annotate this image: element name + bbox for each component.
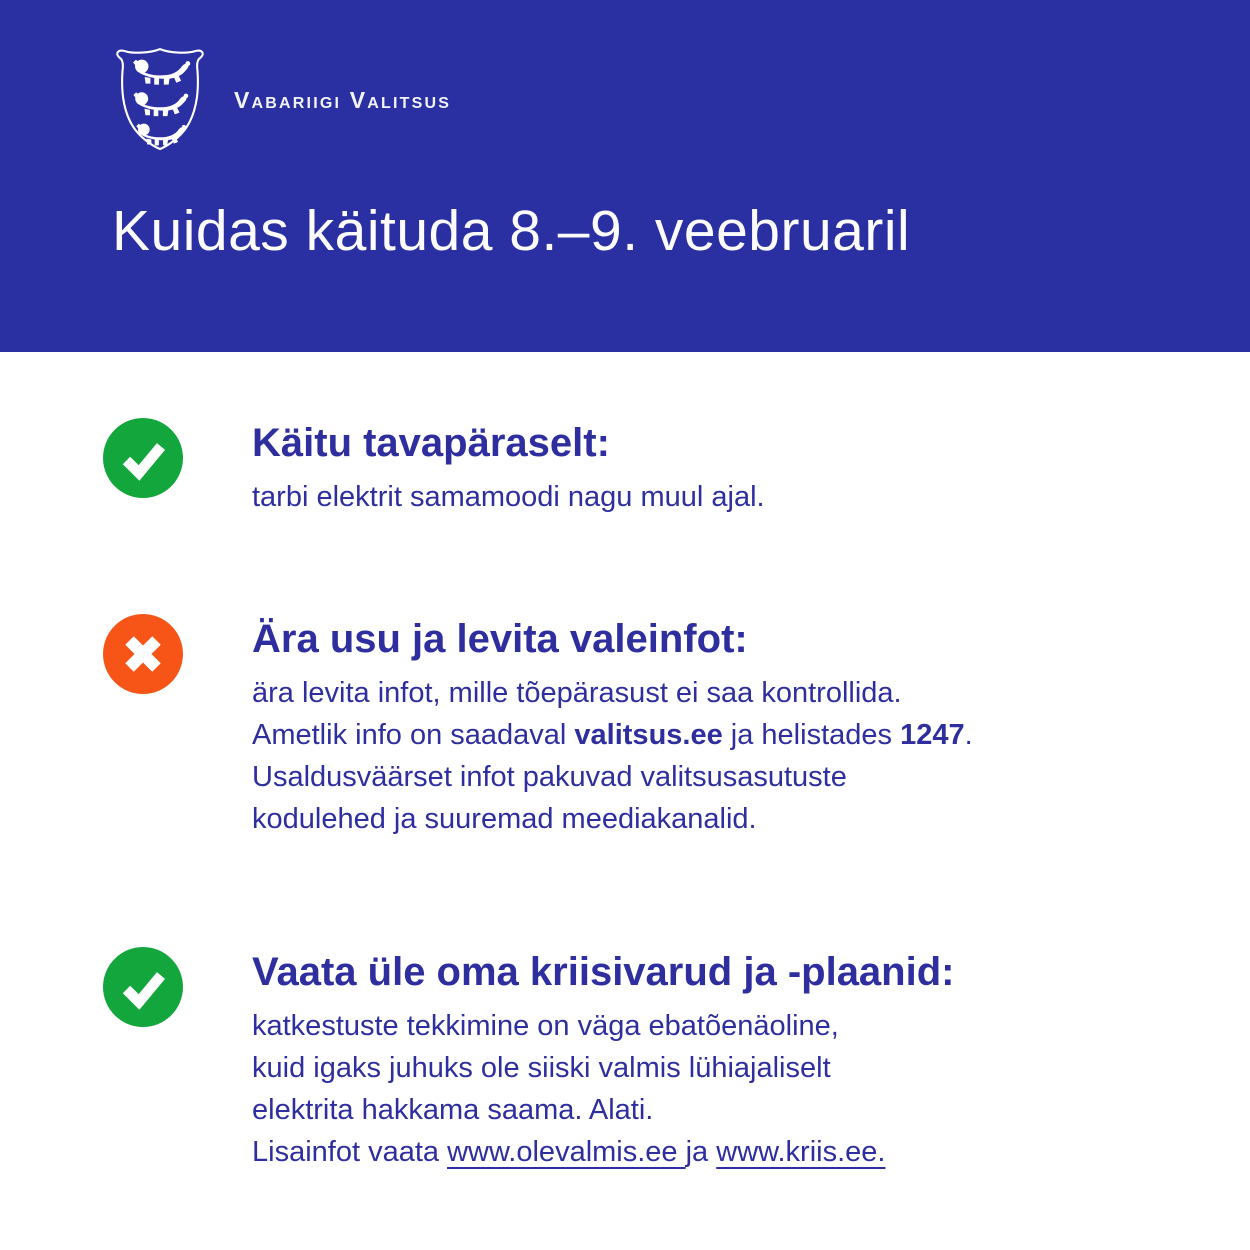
section-heading: Käitu tavapäraselt: — [252, 421, 610, 465]
cross-icon — [103, 614, 183, 694]
body-line-1: tarbi elektrit samamoodi nagu muul ajal. — [252, 481, 765, 513]
estonian-coat-of-arms-logo — [112, 44, 208, 156]
body-line-4: kodulehed ja suuremad meediakanalid. — [252, 803, 757, 835]
page-title: Kuidas käituda 8.–9. veebruaril — [112, 199, 911, 263]
olevalmis-link[interactable]: www.olevalmis.ee — [447, 1136, 686, 1168]
check-icon — [103, 418, 183, 498]
section-texts — [252, 614, 1242, 840]
body-line-3: Usaldusväärset infot pakuvad valitsusasutuste — [252, 761, 847, 793]
body-line-3: elektrita hakkama saama. Alati. — [252, 1094, 654, 1126]
text-segment: Lisainfot vaata — [252, 1136, 448, 1168]
body-line-1: ära levita infot, mille tõepärasust ei saa kontrollida. — [252, 677, 902, 709]
kriis-link[interactable]: www.kriis.ee. — [716, 1136, 886, 1168]
valitsus-ee-emphasis: valitsus.ee — [574, 719, 723, 751]
text-segment: Ametlik info on saadaval — [252, 719, 575, 751]
text-segment: ja helistades — [722, 719, 901, 751]
section-heading: Ära usu ja levita valeinfot: — [252, 617, 748, 661]
text-segment: ja — [685, 1136, 717, 1168]
body-line-4 — [252, 1131, 1242, 1173]
header — [0, 0, 1250, 352]
check-icon — [103, 947, 183, 1027]
section-dont-spread-misinformation — [103, 614, 1242, 840]
hotline-1247-emphasis: 1247 — [900, 719, 965, 751]
text-segment: . — [964, 719, 973, 751]
body-line-1: katkestuste tekkimine on väga ebatõenäoline, — [252, 1010, 839, 1042]
section-texts — [252, 947, 1242, 1173]
body-line-2 — [252, 714, 1242, 756]
lion-figure — [133, 60, 190, 146]
body-line-2: kuid igaks juhuks ole siiski valmis lühiajaliselt — [252, 1052, 831, 1084]
section-heading: Vaata üle oma kriisivarud ja -plaanid: — [252, 950, 955, 994]
section-behave-as-usual — [103, 418, 1242, 518]
brand — [112, 44, 451, 156]
org-name: Vabariigi Valitsus — [234, 86, 452, 113]
section-check-crisis-supplies — [103, 947, 1242, 1173]
section-texts — [252, 418, 1242, 518]
